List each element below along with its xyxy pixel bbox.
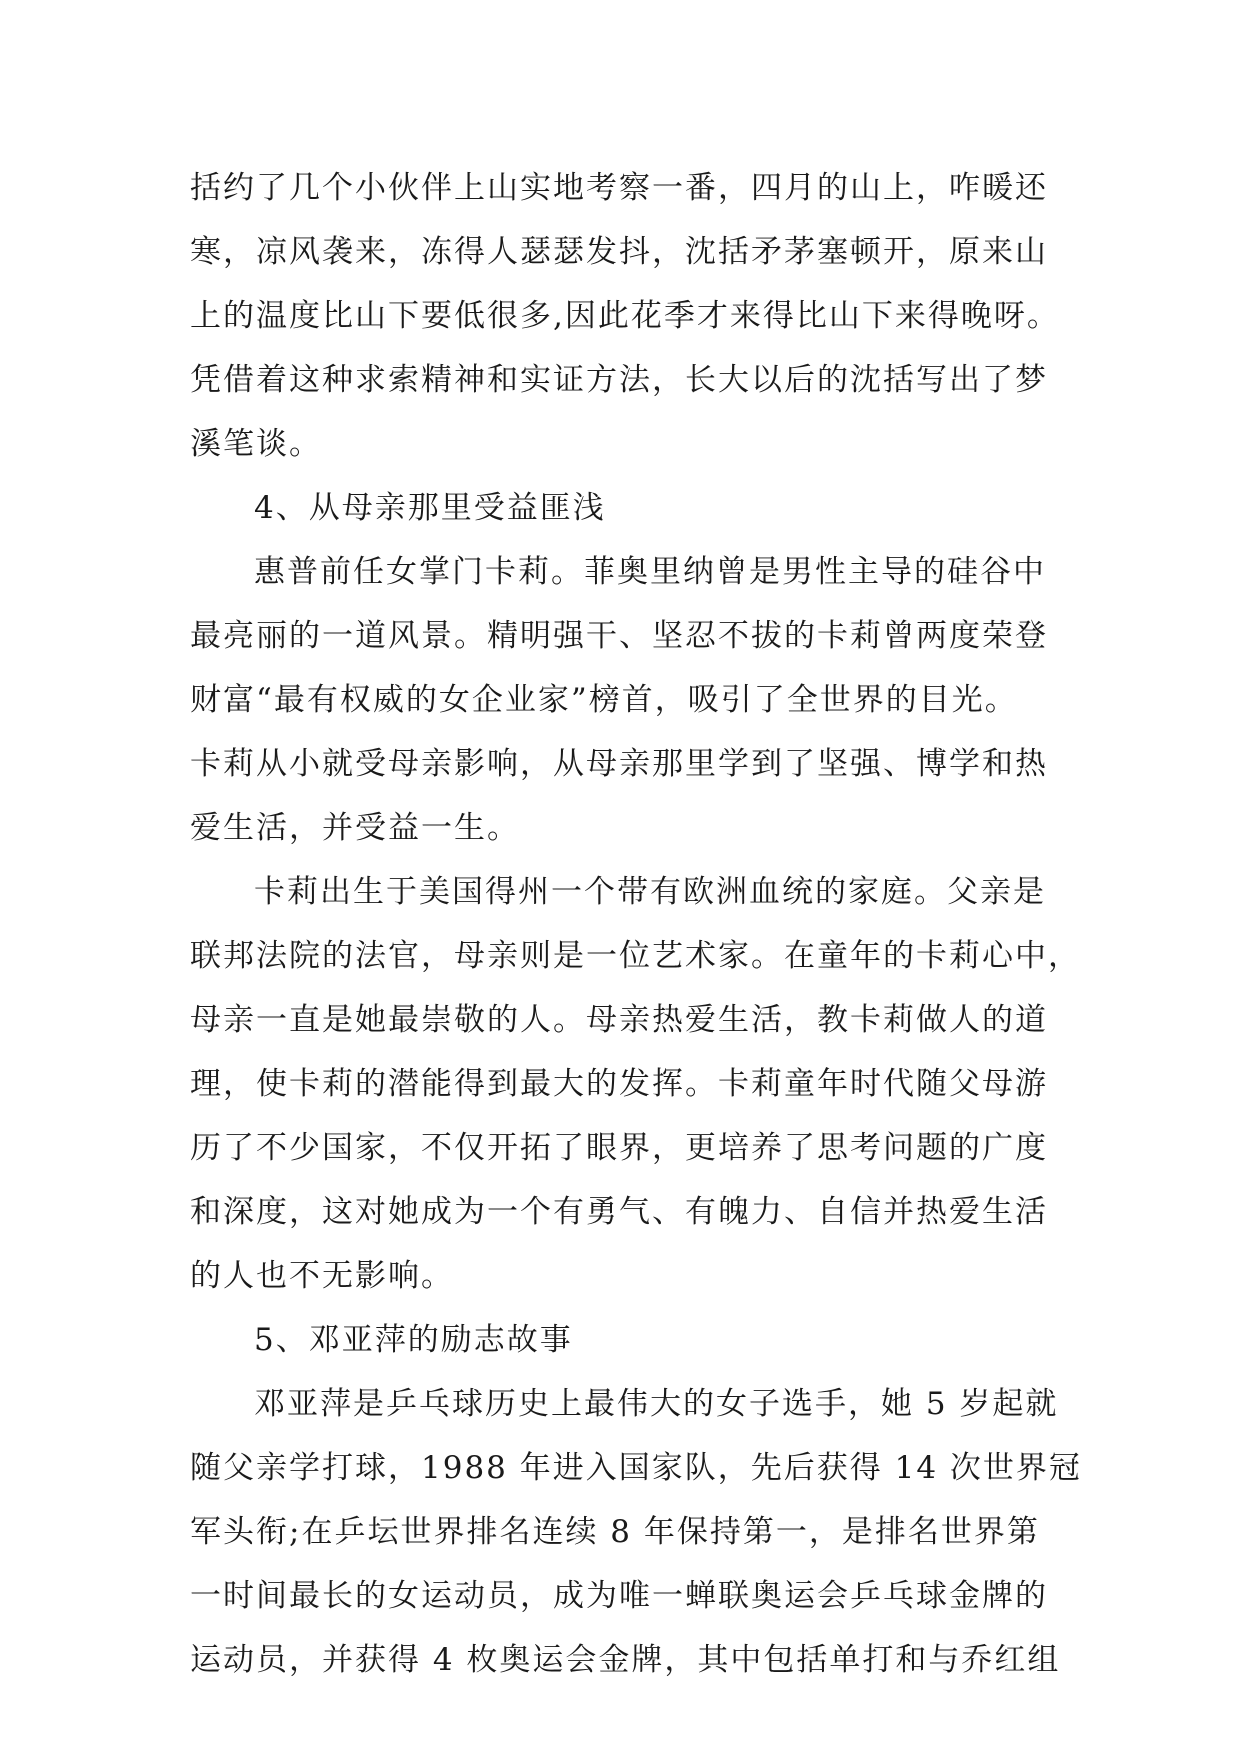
text-line: 母亲一直是她最崇敬的人。母亲热爱生活，教卡莉做人的道: [190, 1002, 1048, 1038]
text-line: 凭借着这种求索精神和实证方法，长大以后的沈括写出了梦: [190, 362, 1048, 398]
text-line: 卡莉从小就受母亲影响，从母亲那里学到了坚强、博学和热: [190, 746, 1048, 782]
section-heading: 5、邓亚萍的励志故事: [254, 1322, 573, 1358]
text-line: 和深度，这对她成为一个有勇气、有魄力、自信并热爱生活: [190, 1194, 1048, 1230]
text-line: 溪笔谈。: [190, 426, 322, 462]
text-line: 运动员，并获得 4 枚奥运会金牌，其中包括单打和与乔红组: [190, 1642, 1061, 1678]
text-line: 惠普前任女掌门卡莉。菲奥里纳曾是男性主导的硅谷中: [254, 554, 1046, 590]
text-line: 联邦法院的法官，母亲则是一位艺术家。在童年的卡莉心中，: [190, 938, 1081, 974]
text-line: 上的温度比山下要低很多,因此花季才来得比山下来得晚呀。: [190, 298, 1060, 334]
body-text: [190, 156, 1090, 1692]
section-heading: 4、从母亲那里受益匪浅: [254, 490, 606, 526]
text-line: 财富“最有权威的女企业家”榜首，吸引了全世界的目光。: [190, 682, 1018, 718]
text-line: 的人也不无影响。: [190, 1258, 454, 1294]
text-line: 括约了几个小伙伴上山实地考察一番，四月的山上，咋暖还: [190, 170, 1048, 206]
text-line: 理，使卡莉的潜能得到最大的发挥。卡莉童年时代随父母游: [190, 1066, 1048, 1102]
text-line: 最亮丽的一道风景。精明强干、坚忍不拔的卡莉曾两度荣登: [190, 618, 1048, 654]
text-line: 军头衔;在乒坛世界排名连续 8 年保持第一，是排名世界第: [190, 1514, 1040, 1550]
text-line: 一时间最长的女运动员，成为唯一蝉联奥运会乒乓球金牌的: [190, 1578, 1048, 1614]
text-line: 历了不少国家，不仅开拓了眼界，更培养了思考问题的广度: [190, 1130, 1048, 1166]
text-line: 卡莉出生于美国得州一个带有欧洲血统的家庭。父亲是: [254, 874, 1046, 910]
text-line: 随父亲学打球，1988 年进入国家队，先后获得 14 次世界冠: [190, 1450, 1082, 1486]
text-line: 寒，凉风袭来，冻得人瑟瑟发抖，沈括矛茅塞顿开，原来山: [190, 234, 1048, 270]
text-line: 爱生活，并受益一生。: [190, 810, 520, 846]
text-line: 邓亚萍是乒乓球历史上最伟大的女子选手，她 5 岁起就: [254, 1386, 1059, 1422]
